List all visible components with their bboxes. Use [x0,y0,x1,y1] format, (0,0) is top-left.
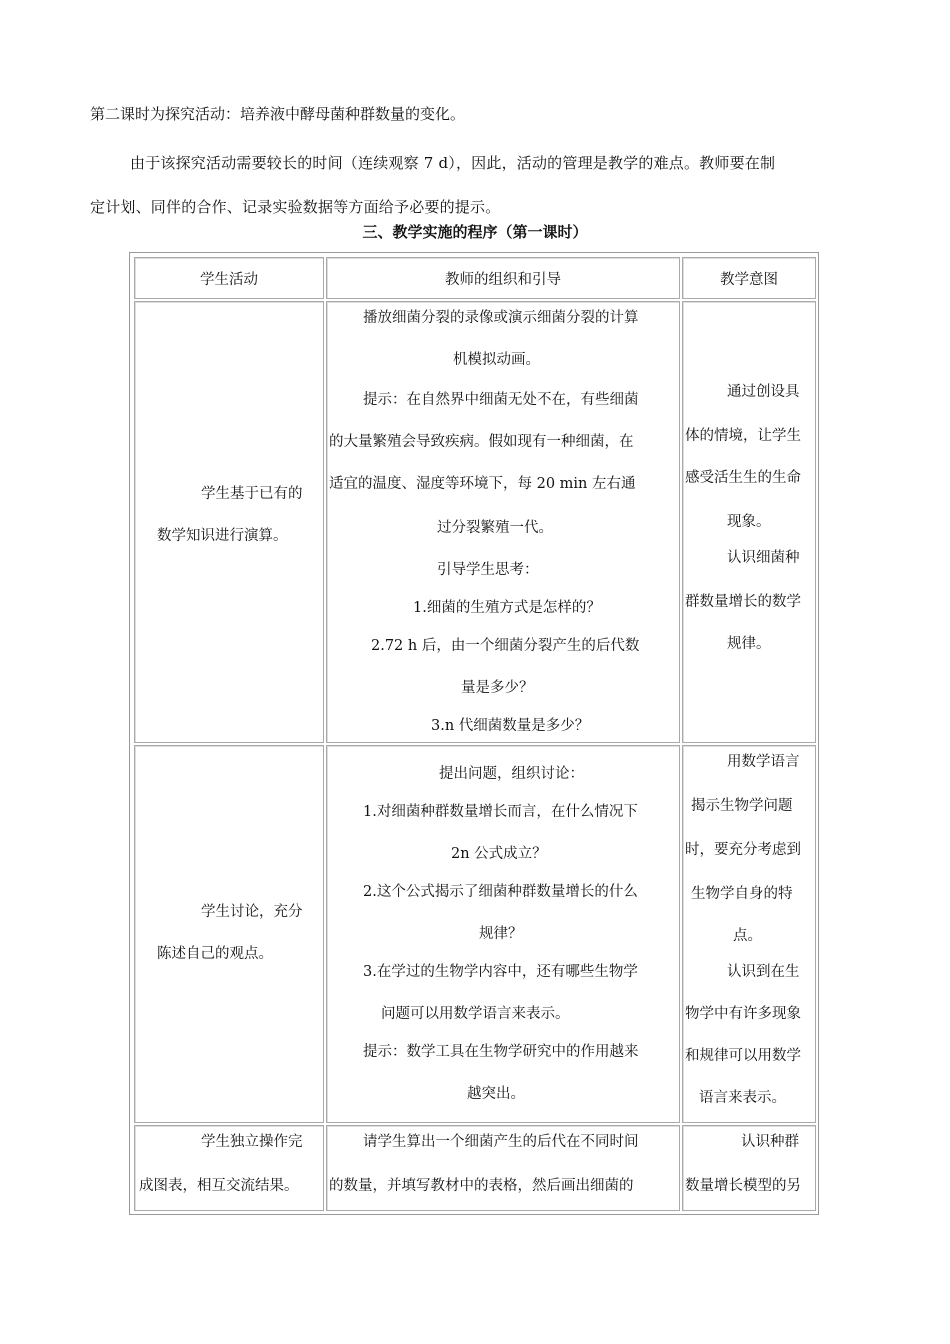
row1-intent-line-3: 感受活生生的生命 [685,470,801,486]
intro-line-1: 第二课时为探究活动：培养液中酵母菌种群数量的变化。 [90,105,466,123]
row2-intent-line-4: 生物学自身的特 [691,886,793,902]
row2-teacher-line-1: 提出问题，组织讨论： [439,766,584,782]
row1-teacher-line-6: 过分裂繁殖一代。 [437,520,553,536]
row2-teacher-line-3: 2n 公式成立？ [451,846,547,862]
header-student-activity: 学生活动 [134,257,324,299]
row1-intent-line-5: 认识细菌种 [727,550,800,566]
row1-teacher-line-10: 量是多少？ [461,680,534,696]
row3-teacher-line-1: 请学生算出一个细菌产生的后代在不同时间 [363,1134,639,1150]
row2-student-line-2: 陈述自己的观点。 [157,946,273,962]
teaching-procedure-table [129,252,819,1215]
row3-intent-line-1: 认识种群 [741,1134,799,1150]
header-teacher-guidance: 教师的组织和引导 [326,257,680,299]
row1-intent-cell [682,301,816,743]
row1-intent-line-7: 规律。 [727,636,771,652]
row1-teacher-line-7: 引导学生思考： [437,562,539,578]
row2-teacher-line-6: 3.在学过的生物学内容中，还有哪些生物学 [363,964,638,980]
intro-paragraph-2-line-1: 由于该探究活动需要较长的时间（连续观察 7 d），因此，活动的管理是教学的难点。教师要在制 [130,154,776,172]
row2-student-cell [134,745,324,1123]
row1-teacher-cell [326,301,680,743]
intro-paragraph-2-line-2: 定计划、同伴的合作、记录实验数据等方面给予必要的提示。 [90,198,501,216]
row3-intent-line-2: 数量增长模型的另 [685,1178,801,1194]
row1-intent-line-4: 现象。 [727,514,771,530]
row1-student-line-1: 学生基于已有的 [201,486,303,502]
row1-teacher-line-11: 3.n 代细菌数量是多少？ [431,718,590,734]
row2-intent-line-2: 揭示生物学问题 [691,798,793,814]
row1-student-cell [134,301,324,743]
row2-teacher-line-9: 越突出。 [467,1086,525,1102]
row2-intent-line-8: 和规律可以用数学 [685,1048,801,1064]
row1-intent-line-2: 体的情境，让学生 [685,428,801,444]
row1-teacher-line-8: 1.细菌的生殖方式是怎样的？ [413,600,601,616]
row1-intent-line-6: 群数量增长的数学 [685,594,801,610]
row2-intent-line-3: 时，要充分考虑到 [685,842,801,858]
row2-intent-line-6: 认识到在生 [727,964,800,980]
row1-teacher-line-3: 提示：在自然界中细菌无处不在，有些细菌 [363,392,639,408]
row1-teacher-line-4: 的大量繁殖会导致疾病。假如现有一种细菌，在 [329,434,634,450]
row1-teacher-line-2: 机模拟动画。 [453,352,540,368]
row2-teacher-cell [326,745,680,1123]
header-teaching-intent: 教学意图 [682,257,816,299]
row1-intent-line-1: 通过创设具 [727,384,800,400]
row1-student-line-2: 数学知识进行演算。 [157,528,288,544]
row3-student-line-1: 学生独立操作完 [201,1134,303,1150]
row3-teacher-cell [326,1125,680,1211]
row2-intent-line-9: 语言来表示。 [699,1090,786,1106]
row2-intent-cell [682,745,816,1123]
row2-teacher-line-7: 问题可以用数学语言来表示。 [381,1006,570,1022]
row3-intent-cell [682,1125,816,1211]
row2-teacher-line-8: 提示：数学工具在生物学研究中的作用越来 [363,1044,639,1060]
row2-teacher-line-5: 规律？ [479,926,523,942]
row3-student-cell [134,1125,324,1211]
row1-teacher-line-5: 适宜的温度、湿度等环境下，每 20 min 左右通 [329,476,636,492]
row1-teacher-line-1: 播放细菌分裂的录像或演示细菌分裂的计算 [363,310,639,326]
row1-teacher-line-9: 2.72 h 后，由一个细菌分裂产生的后代数 [371,638,640,654]
row2-intent-line-7: 物学中有许多现象 [685,1006,801,1022]
intro-paragraph-2 [90,141,870,229]
row2-teacher-line-4: 2.这个公式揭示了细菌种群数量增长的什么 [363,884,638,900]
row2-intent-line-1: 用数学语言 [727,754,800,770]
row2-student-line-1: 学生讨论，充分 [201,904,303,920]
row3-student-line-2: 成图表，相互交流结果。 [139,1178,299,1194]
row3-teacher-line-2: 的数量，并填写教材中的表格，然后画出细菌的 [329,1178,634,1194]
section-heading: 三、教学实施的程序（第一课时） [362,223,588,241]
row2-intent-line-5: 点。 [733,928,762,944]
row2-teacher-line-2: 1.对细菌种群数量增长而言，在什么情况下 [363,804,638,820]
